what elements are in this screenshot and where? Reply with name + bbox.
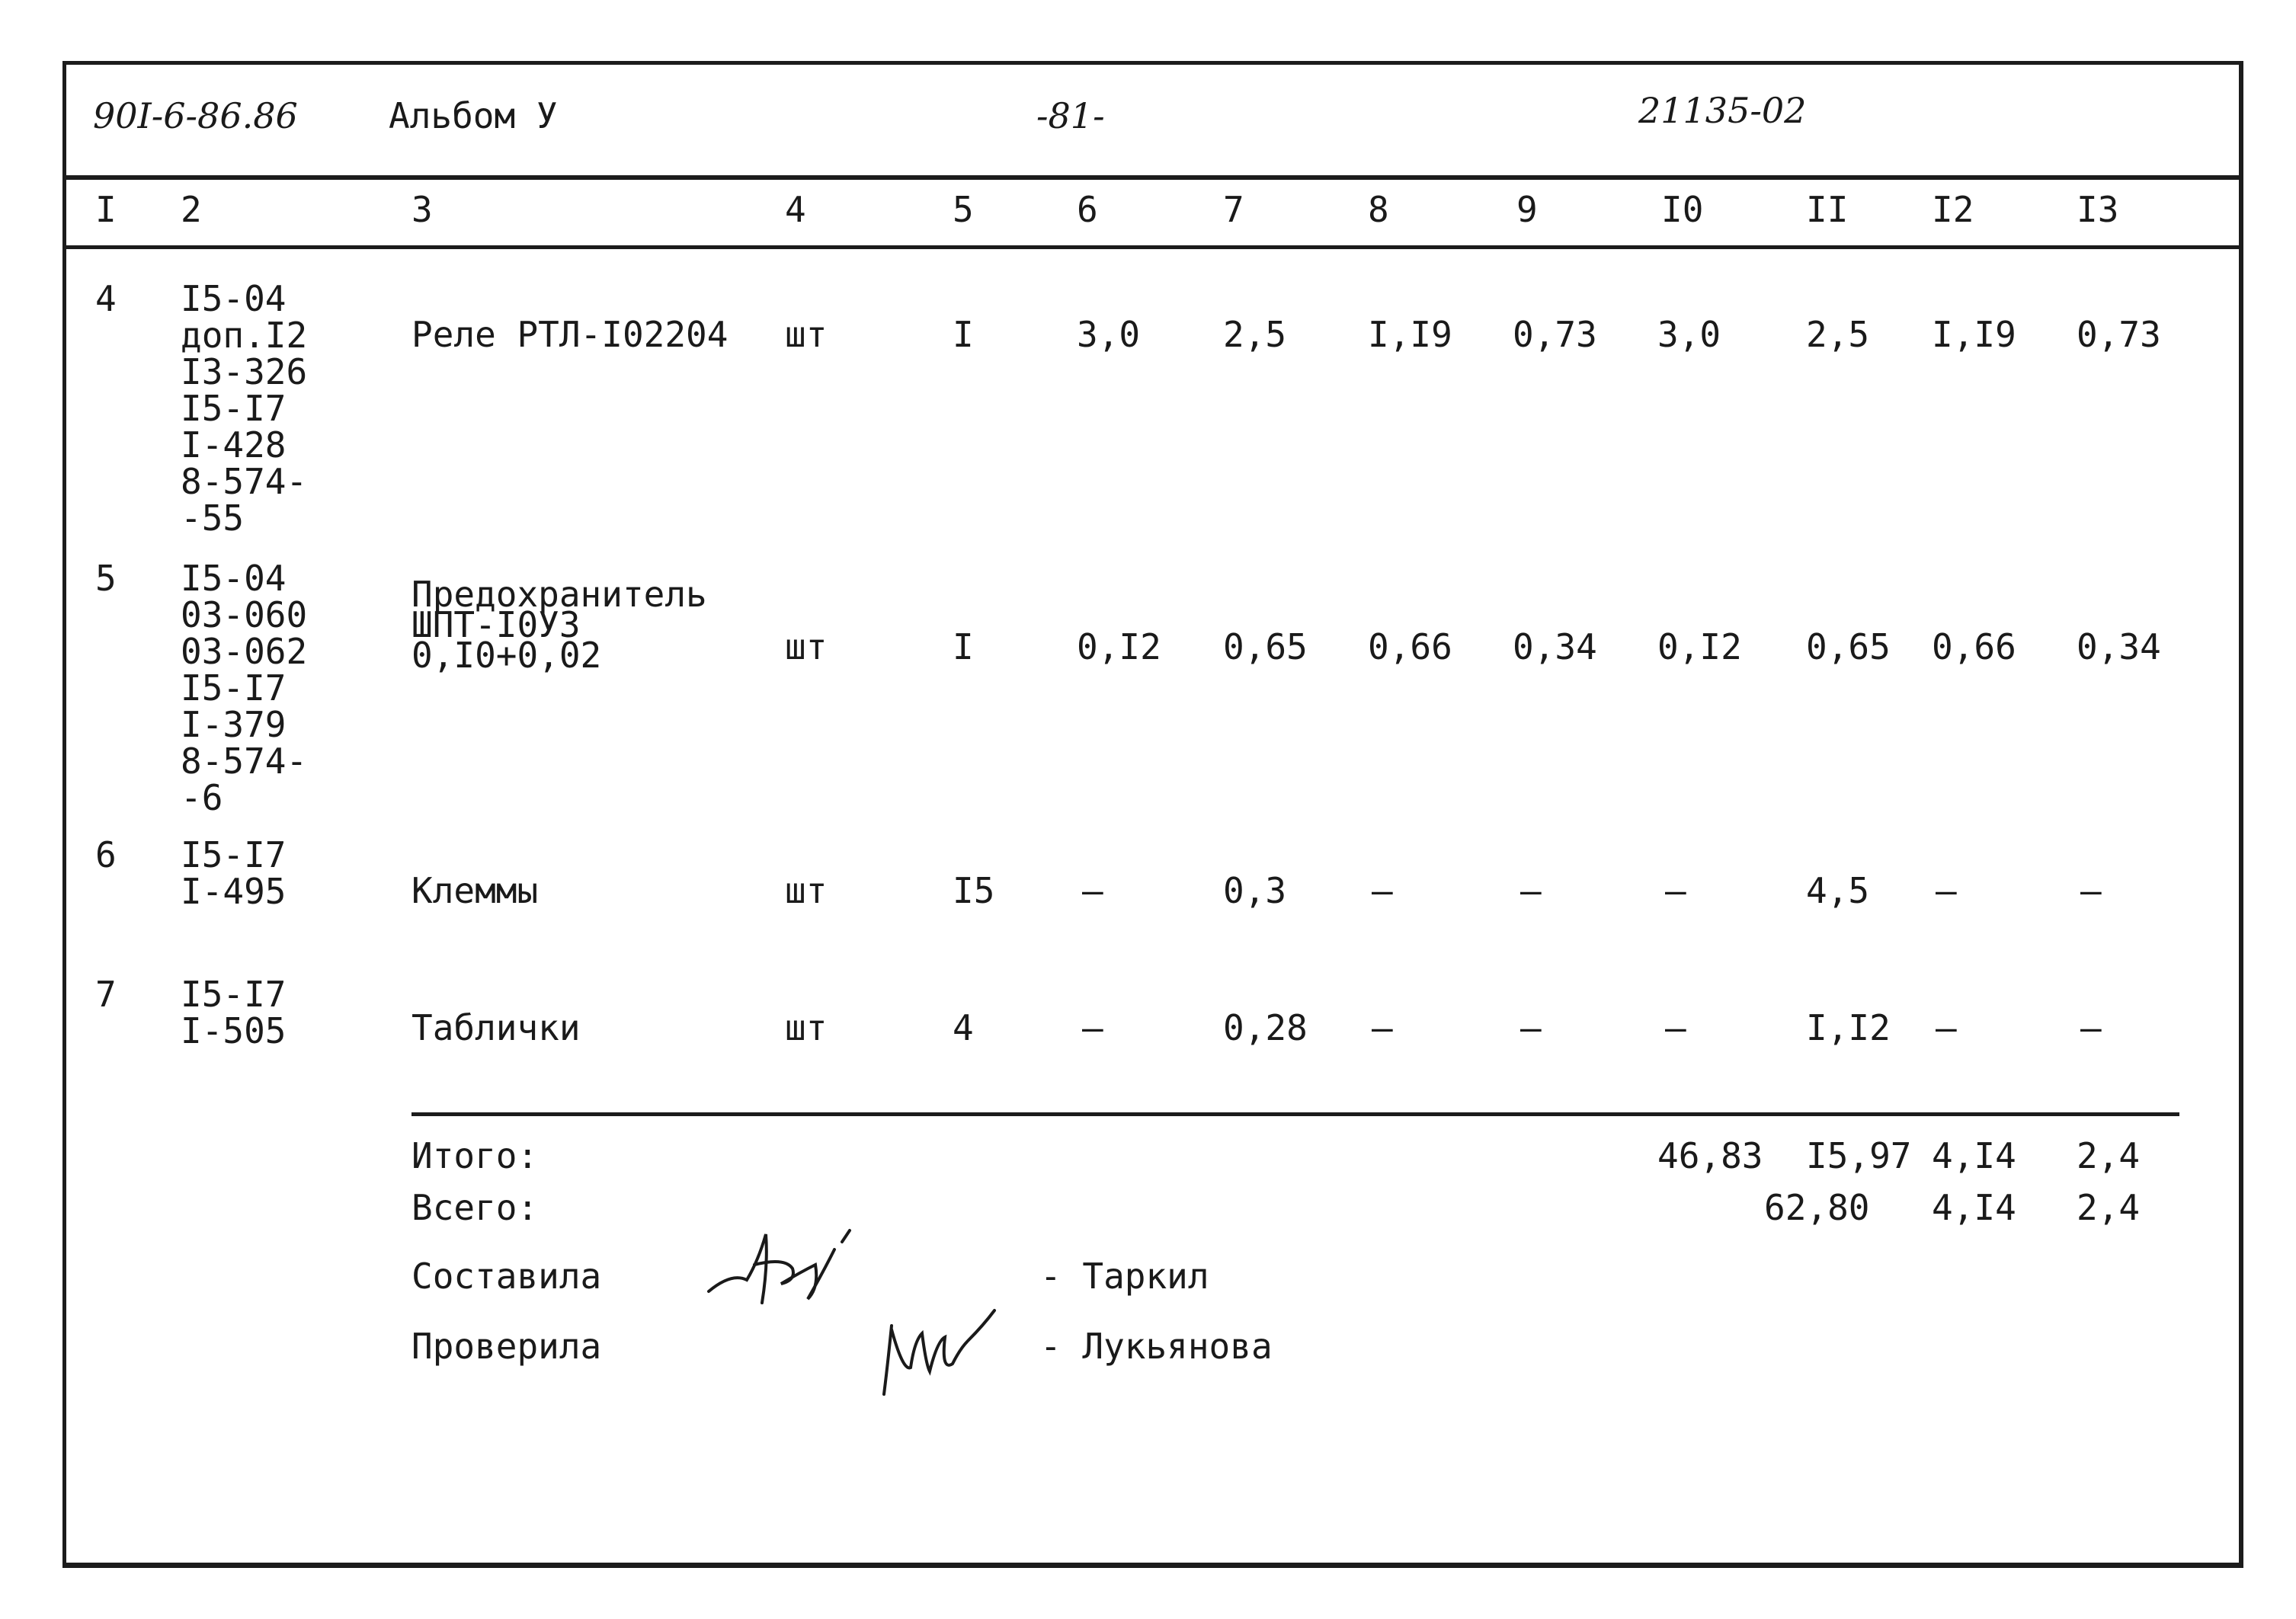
value-col9: 0,34 [1513,626,1597,667]
header-divider [66,175,2240,180]
col-header-10: I0 [1661,189,1704,230]
value-col13: 0,73 [2077,314,2161,355]
row-number: 5 [95,558,117,599]
document-number: 21135-02 [1638,90,1807,131]
value-col8: I,I9 [1368,314,1452,355]
unit: шт [785,1007,828,1048]
doc-code: 90I-6-86.86 [93,95,298,136]
album-label: Альбом У [389,95,558,136]
unit: шт [785,870,828,911]
value-col12: – [1936,870,1957,911]
item-name: Предохранитель ШПТ-I0У3 0,I0+0,02 [411,574,707,676]
handwritten-signature-1 [701,1219,884,1318]
norm-codes: I5-04 доп.I2 I3-326 I5-I7 I-428 8-574- -55 [181,278,308,539]
value-col11: 4,5 [1806,870,1870,911]
value-col10: – [1665,870,1686,911]
vsego-label: Всего: [411,1187,539,1228]
value-col6: – [1082,1007,1103,1048]
quantity: I [953,314,974,355]
value-col12: 0,66 [1932,626,2016,667]
quantity: I5 [953,870,995,911]
itogo-col12: 4,I4 [1932,1135,2016,1176]
col-header-1: I [95,189,117,230]
value-col9: – [1520,870,1542,911]
page-number: -81- [1036,95,1105,136]
norm-codes: I5-I7 I-505 [181,974,287,1051]
norm-codes: I5-04 03-060 03-062 I5-I7 I-379 8-574- -6 [181,558,308,818]
value-col11: I,I2 [1806,1007,1891,1048]
row-number: 4 [95,278,117,319]
value-col13: – [2080,1007,2102,1048]
value-col13: – [2080,870,2102,911]
col-header-3: 3 [411,189,433,230]
value-col8: 0,66 [1368,626,1452,667]
quantity: I [953,626,974,667]
item-name: Клеммы [411,870,539,911]
col-header-4: 4 [785,189,806,230]
value-col6: – [1082,870,1103,911]
itogo-label: Итого: [411,1135,539,1176]
totals-divider [411,1112,2179,1116]
compiled-by-label: Составила [411,1256,602,1297]
norm-codes: I5-I7 I-495 [181,834,287,912]
value-col12: – [1936,1007,1957,1048]
vsego-col13: 2,4 [2077,1187,2141,1228]
col-header-8: 8 [1368,189,1389,230]
value-col11: 0,65 [1806,626,1891,667]
checked-by-name: - Лукьянова [1040,1326,1273,1367]
value-col9: 0,73 [1513,314,1597,355]
col-header-5: 5 [953,189,974,230]
unit: шт [785,626,828,667]
value-col10: 3,0 [1657,314,1721,355]
value-col6: 0,I2 [1077,626,1161,667]
value-col6: 3,0 [1077,314,1141,355]
column-header-divider [66,245,2240,249]
item-name: Таблички [411,1007,581,1048]
row-number: 7 [95,974,117,1015]
value-col10: – [1665,1007,1686,1048]
itogo-col10: 46,83 [1657,1135,1763,1176]
col-header-9: 9 [1516,189,1538,230]
value-col9: – [1520,1007,1542,1048]
value-col11: 2,5 [1806,314,1870,355]
value-col7: 0,65 [1223,626,1308,667]
value-col10: 0,I2 [1657,626,1742,667]
value-col7: 2,5 [1223,314,1287,355]
value-col8: – [1372,1007,1393,1048]
compiled-by-name: - Таркил [1040,1256,1209,1297]
checked-by-label: Проверила [411,1326,602,1367]
vsego-col12: 4,I4 [1932,1187,2016,1228]
col-header-13: I3 [2077,189,2119,230]
value-col8: – [1372,870,1393,911]
col-header-11: II [1806,189,1849,230]
item-name: Реле РТЛ-I02204 [411,314,729,355]
unit: шт [785,314,828,355]
col-header-6: 6 [1077,189,1098,230]
quantity: 4 [953,1007,974,1048]
value-col7: 0,3 [1223,870,1287,911]
value-col12: I,I9 [1932,314,2016,355]
col-header-12: I2 [1932,189,1974,230]
col-header-2: 2 [181,189,202,230]
value-col13: 0,34 [2077,626,2161,667]
vsego-col10-11: 62,80 [1764,1187,1870,1228]
value-col7: 0,28 [1223,1007,1308,1048]
handwritten-signature-2 [869,1295,1006,1402]
row-number: 6 [95,834,117,875]
col-header-7: 7 [1223,189,1244,230]
itogo-col13: 2,4 [2077,1135,2141,1176]
itogo-col11: I5,97 [1806,1135,1912,1176]
